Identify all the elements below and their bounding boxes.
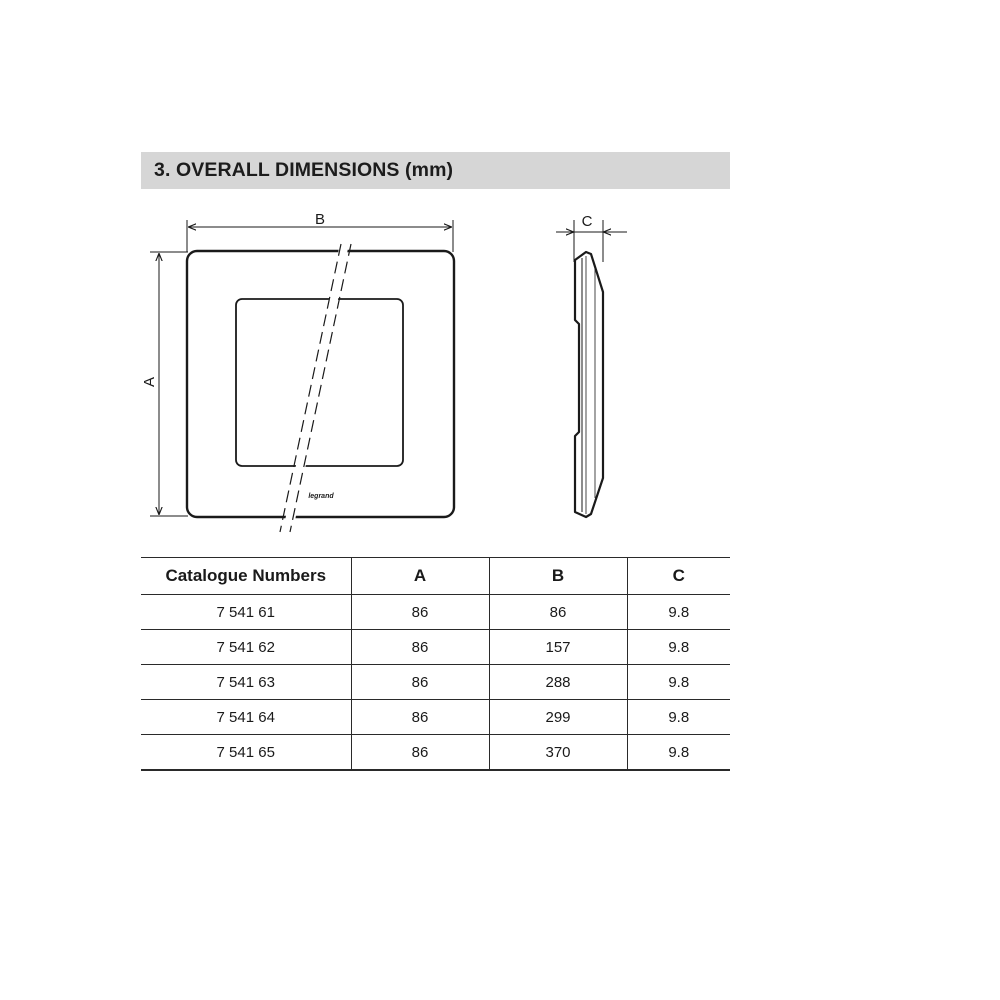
dimension-c-cell: 9.8 <box>627 700 730 735</box>
dimension-b-cell: 86 <box>489 595 627 630</box>
header-a: A <box>351 558 489 595</box>
dimension-c-cell: 9.8 <box>627 735 730 771</box>
catalogue-number-cell: 7 541 61 <box>141 595 351 630</box>
dimension-a-cell: 86 <box>351 630 489 665</box>
dimension-b-cell: 288 <box>489 665 627 700</box>
dimension-a-cell: 86 <box>351 700 489 735</box>
dimension-a-cell: 86 <box>351 735 489 771</box>
dimension-c-label: C <box>581 213 593 230</box>
side-profile <box>575 252 603 517</box>
table-row <box>141 630 730 665</box>
dimension-b-cell: 370 <box>489 735 627 771</box>
dimension-b-cell: 299 <box>489 700 627 735</box>
catalogue-number-cell: 7 541 63 <box>141 665 351 700</box>
dimensions-table <box>141 557 730 771</box>
header-catalogue-numbers: Catalogue Numbers <box>141 558 351 595</box>
dimension-c-cell: 9.8 <box>627 595 730 630</box>
dimension-c-cell: 9.8 <box>627 665 730 700</box>
table-row <box>141 665 730 700</box>
dimension-b-label: B <box>314 211 326 228</box>
dimension-c-cell: 9.8 <box>627 630 730 665</box>
legrand-logo: legrand <box>308 493 334 500</box>
header-c: C <box>627 558 730 595</box>
dimension-a-cell: 86 <box>351 595 489 630</box>
table-row <box>141 700 730 735</box>
dimension-b-cell: 157 <box>489 630 627 665</box>
catalogue-number-cell: 7 541 64 <box>141 700 351 735</box>
front-view <box>141 211 454 536</box>
section-title: 3. OVERALL DIMENSIONS (mm) <box>141 152 730 189</box>
header-b: B <box>489 558 627 595</box>
dimension-a-cell: 86 <box>351 665 489 700</box>
side-view <box>556 213 627 517</box>
dimension-a-label: A <box>141 376 158 388</box>
catalogue-number-cell: 7 541 62 <box>141 630 351 665</box>
table-row <box>141 595 730 630</box>
table-row <box>141 735 730 771</box>
table-header-row <box>141 558 730 595</box>
catalogue-number-cell: 7 541 65 <box>141 735 351 771</box>
